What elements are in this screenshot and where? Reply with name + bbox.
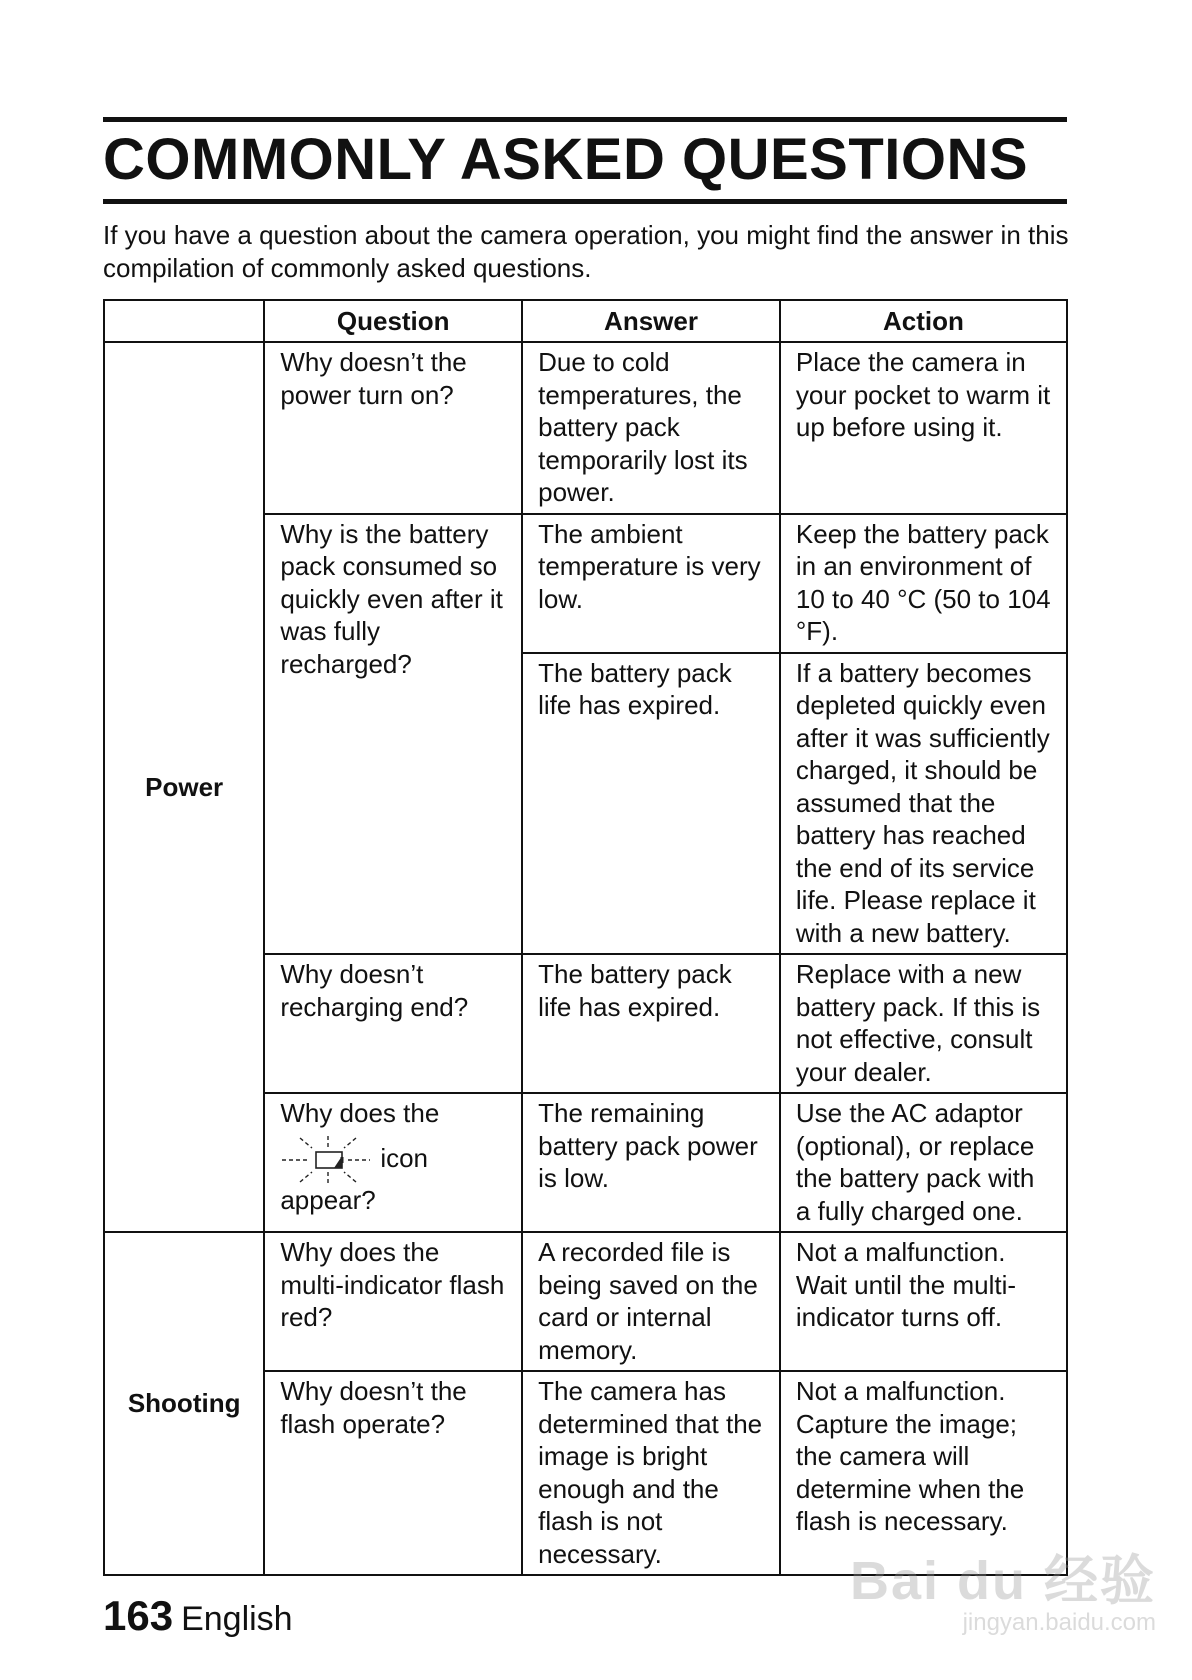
header-answer: Answer <box>522 300 780 342</box>
icon-word: icon <box>380 1143 429 1174</box>
question-cell: Why does the multi-indicator flash red? <box>264 1232 522 1371</box>
title-rule-top <box>103 117 1067 122</box>
intro-paragraph: If you have a question about the camera operation, you might find the answer in this compilation of commonly asked questions. <box>103 220 1069 283</box>
table-header-row <box>104 300 1067 342</box>
action-cell: Not a malfunction. Capture the image; the camera will determine when the flash is necessary. <box>780 1371 1067 1575</box>
action-cell: Keep the battery pack in an environment of 10 to 40 °C (50 to 104 °F). <box>780 514 1067 653</box>
answer-cell: The battery pack life has expired. <box>522 653 780 955</box>
header-category <box>104 300 264 342</box>
answer-cell: The camera has determined that the image is bright enough and the flash is not necessary. <box>522 1371 780 1575</box>
question-cell: Why is the battery pack consumed so quickly even after it was fully recharged? <box>264 514 522 955</box>
title-rule-bottom <box>103 199 1067 204</box>
watermark-brand: Bai du 经验 <box>850 1551 1157 1611</box>
header-action: Action <box>780 300 1067 342</box>
page-number: 163 <box>103 1592 174 1639</box>
icon-line <box>280 1134 509 1184</box>
question-cell: Why doesn’t the power turn on? <box>264 342 522 514</box>
page-language: English <box>181 1600 293 1638</box>
action-cell: Place the camera in your pocket to warm it up before using it. <box>780 342 1067 514</box>
answer-cell: A recorded file is being saved on the card or internal memory. <box>522 1232 780 1371</box>
answer-cell: The battery pack life has expired. <box>522 954 780 1093</box>
faq-table <box>103 299 1068 1576</box>
header-question: Question <box>264 300 522 342</box>
action-cell: Use the AC adaptor (optional), or replace the battery pack with a fully charged one. <box>780 1093 1067 1232</box>
question-cell <box>264 1093 522 1232</box>
action-cell: Not a malfunction. Wait until the multi-indicator turns off. <box>780 1232 1067 1371</box>
blinking-battery-icon <box>280 1134 372 1184</box>
watermark <box>850 1538 1156 1637</box>
question-text-pre: Why does the <box>280 1098 440 1128</box>
answer-cell: Due to cold temperatures, the battery pack temporarily lost its power. <box>522 342 780 514</box>
category-shooting: Shooting <box>104 1232 264 1575</box>
page-footer <box>103 1592 293 1640</box>
question-text-post: appear? <box>280 1184 376 1215</box>
question-cell: Why doesn’t the flash operate? <box>264 1371 522 1575</box>
watermark-url: jingyan.baidu.com <box>962 1609 1157 1636</box>
answer-cell: The ambient temperature is very low. <box>522 514 780 653</box>
action-cell: Replace with a new battery pack. If this is not effective, consult your dealer. <box>780 954 1067 1093</box>
table-row <box>104 1232 1067 1371</box>
action-cell: If a battery becomes depleted quickly even after it was sufficiently charged, it should be assumed that the battery has reached the end of its service life. Please replace it with a new battery. <box>780 653 1067 955</box>
category-power: Power <box>104 342 264 1232</box>
question-cell: Why doesn’t recharging end? <box>264 954 522 1093</box>
answer-cell: The remaining battery pack power is low. <box>522 1093 780 1232</box>
table-row <box>104 342 1067 514</box>
page-title: COMMONLY ASKED QUESTIONS <box>103 127 1029 192</box>
